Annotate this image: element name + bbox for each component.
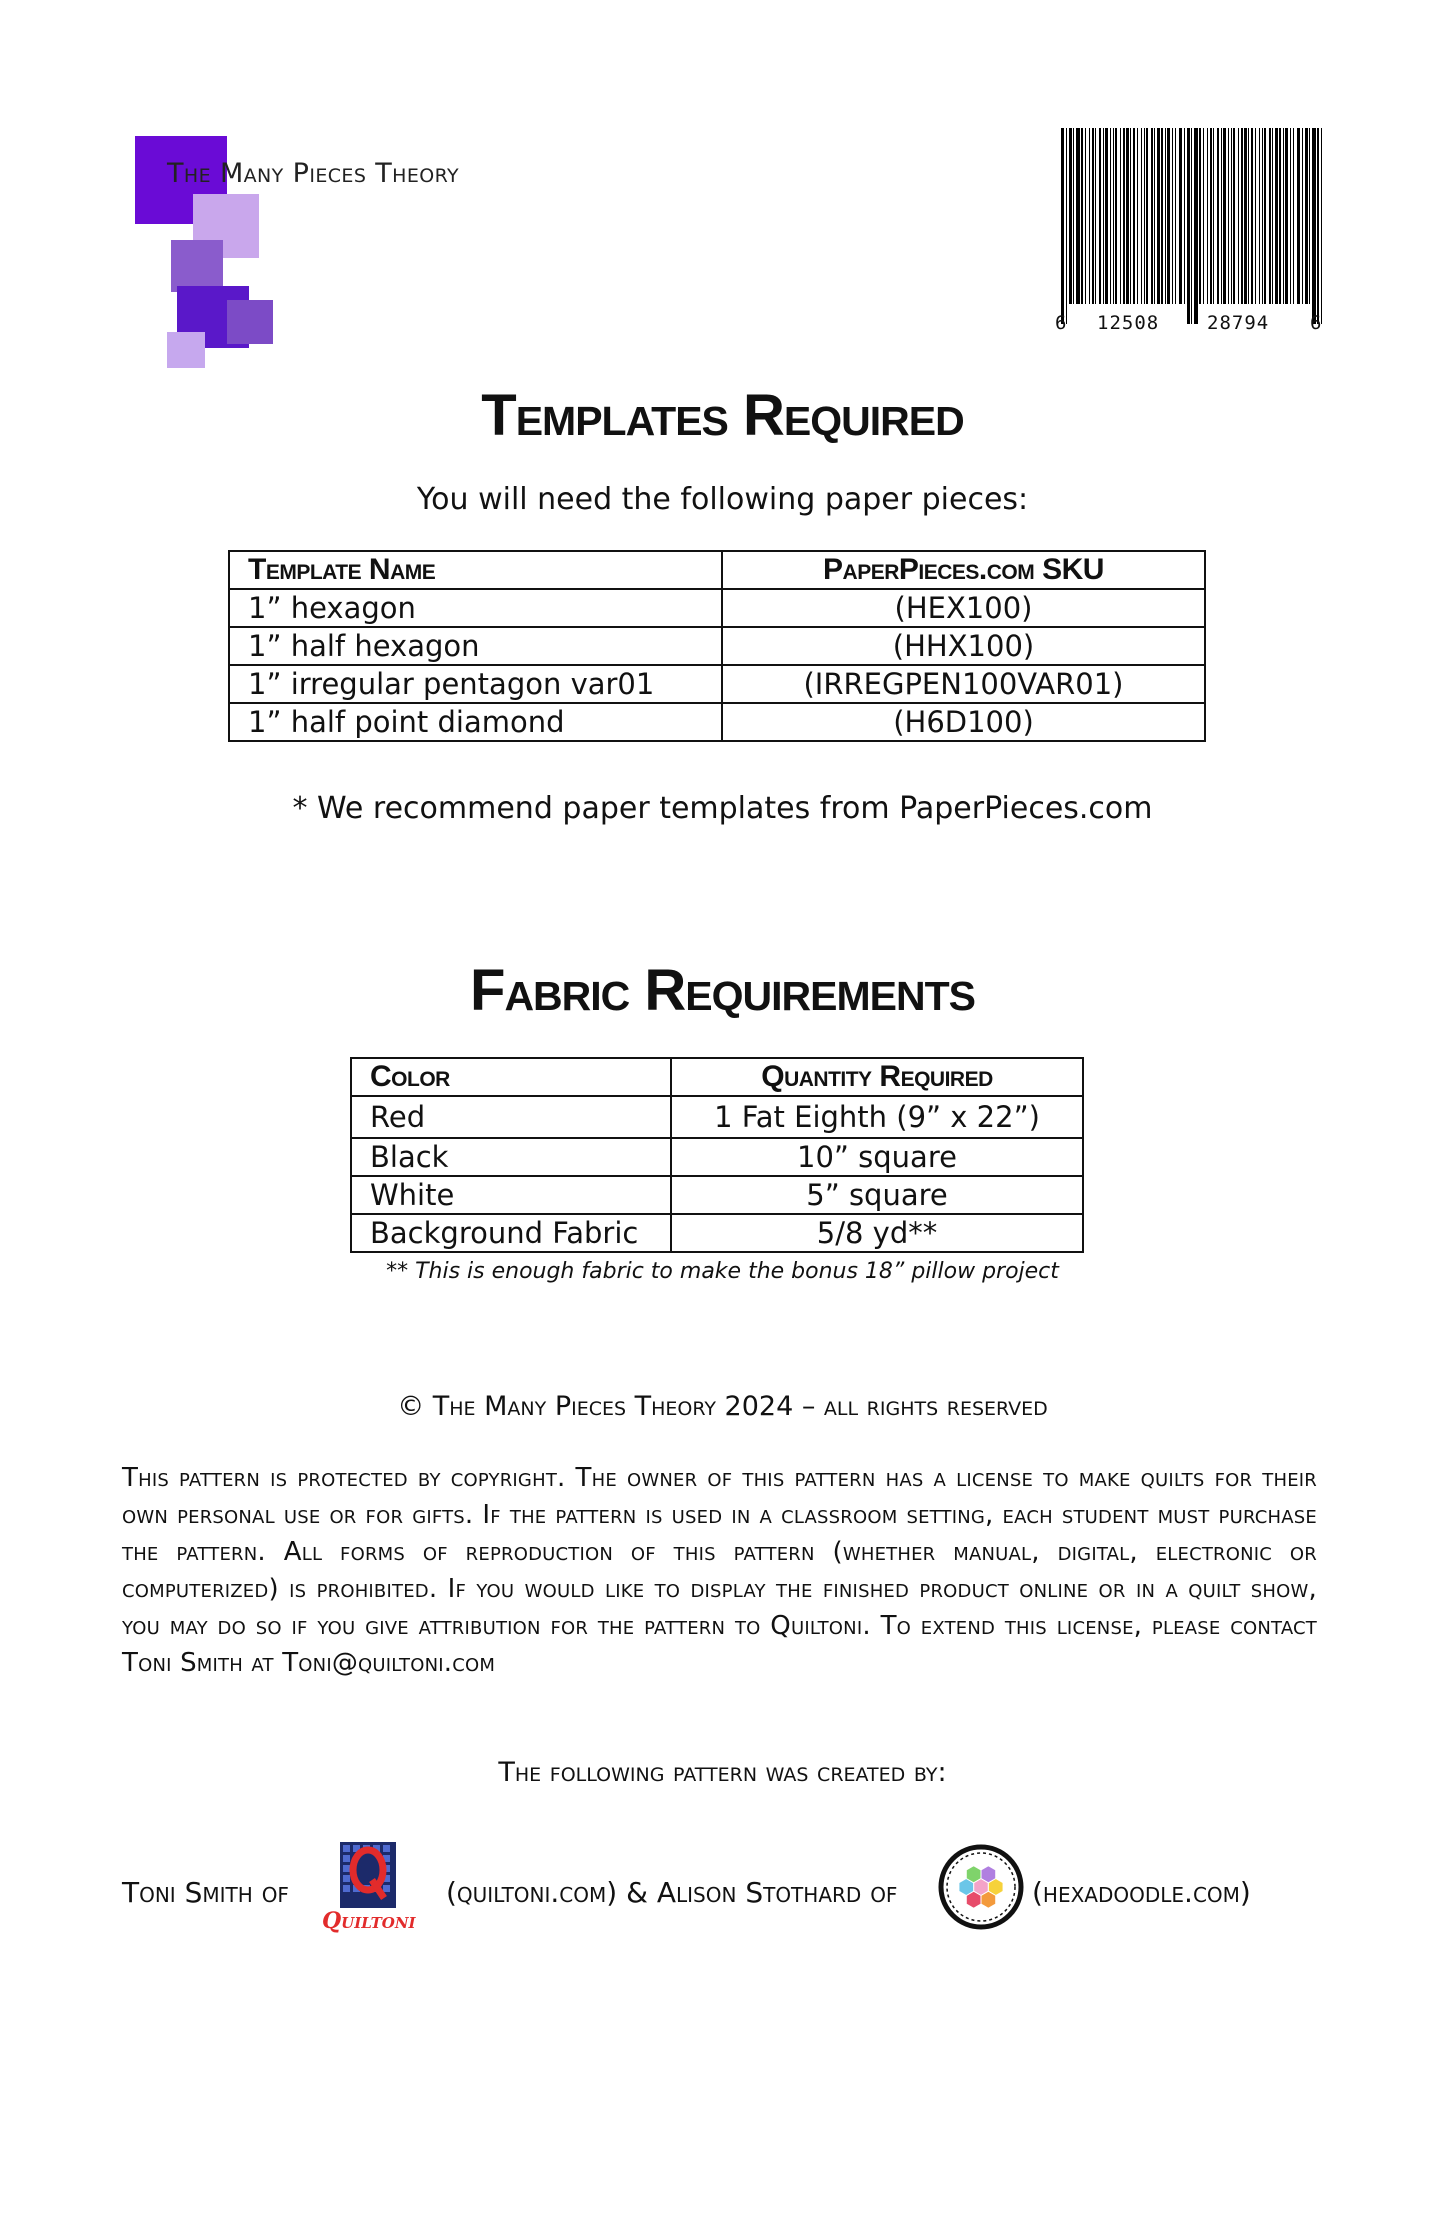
barcode-bar [1061,128,1064,324]
fabric-title: Fabric Requirements [470,958,975,1023]
barcode-bar [1309,128,1310,304]
barcode-bar [1137,128,1138,304]
barcode-bar [1259,128,1260,304]
barcode-bar [1085,128,1086,304]
table-row [229,627,1205,665]
barcode-bar [1199,128,1201,304]
barcode-bar [1241,128,1243,304]
fabric-quantity: 5” square [671,1176,1083,1214]
barcode-bar [1144,128,1145,304]
fabric-quantity: 10” square [671,1138,1083,1176]
template-sku: (HHX100) [722,627,1205,665]
barcode-bar [1217,128,1219,304]
table-row [351,1214,1083,1252]
barcode-bar [1213,128,1214,304]
quiltoni-logo [312,1836,422,1946]
table-row [351,1096,1083,1138]
template-sku: (H6D100) [722,703,1205,741]
templates-col-name: Template Name [229,551,722,589]
barcode-bar [1194,128,1198,324]
barcode-bar [1133,128,1135,304]
table-row [229,665,1205,703]
barcode-bar [1203,128,1204,304]
barcode-bar [1305,128,1308,304]
license-text: This pattern is protected by copyright. The owner of this pattern has a license to make quilts for their own personal use or for gifts. If the pattern is used in a classroom setting, each student must purchase the pattern. All forms of reproduction of this pattern (whether manual, digital, electronic or computerized) is prohibited. If you would like to display the finished product online or in a quilt show, you may do so if you give attribution for the pattern to Quiltoni. To extend this license, please contact Toni Smith at Toni@quiltoni.com [122,1463,1317,1678]
table-row [351,1138,1083,1176]
barcode-bar [1187,128,1190,324]
fabric-quantity: 5/8 yd** [671,1214,1083,1252]
hex-petal [981,1866,996,1883]
barcode-bar [1312,128,1316,324]
barcode-bar [1069,128,1072,304]
fabric-color: Black [351,1138,671,1176]
barcode [1055,128,1325,334]
barcode-bar [1175,128,1176,304]
barcode-bar [1081,128,1083,304]
credit-toni: Toni Smith of [122,1876,289,1909]
barcode-bar [1110,128,1111,304]
barcode-bar [1279,128,1281,304]
templates-title: Templates Required [481,383,964,448]
barcode-bar [1264,128,1266,304]
barcode-bar [1302,128,1303,304]
barcode-bar [1151,128,1153,304]
hex-petal [966,1866,981,1883]
barcode-bar [1207,128,1208,304]
logo-square-3 [171,240,223,292]
fabric-col-color: Color [351,1058,671,1096]
templates-note: * We recommend paper templates from PaperPieces.com [292,791,1153,826]
barcode-bar [1154,128,1155,304]
barcode-bar [1066,128,1067,324]
barcode-digit-group-1: 12508 [1097,312,1160,334]
barcode-bar [1172,128,1173,304]
hexadoodle-logo-graphic [938,1844,1024,1930]
barcode-bar [1283,128,1284,304]
barcode-bar [1290,128,1291,304]
barcode-bar [1269,128,1271,304]
templates-intro: You will need the following paper pieces: [416,482,1029,517]
barcode-bar [1141,128,1142,304]
barcode-bar [1123,128,1125,304]
barcode-digit-group-2: 28794 [1207,312,1270,334]
brand-logo [135,136,555,376]
barcode-bar [1244,128,1247,304]
barcode-bar [1285,128,1288,304]
barcode-bar [1221,128,1222,304]
barcode-bar [1076,128,1080,304]
fabric-color: Background Fabric [351,1214,671,1252]
copyright-line: © The Many Pieces Theory 2024 – all rights reserved [397,1391,1048,1422]
barcode-bar [1275,128,1278,304]
barcode-bar [1089,128,1090,304]
barcode-bar [1146,128,1148,304]
barcode-bar [1248,128,1249,304]
fabric-color: Red [351,1096,671,1138]
barcode-digit-right: 6 [1310,312,1323,334]
barcode-bar [1113,128,1114,304]
hex-petal [981,1891,996,1908]
fabric-col-quantity: Quantity Required [671,1058,1083,1096]
fabric-color: White [351,1176,671,1214]
barcode-bar [1126,128,1129,304]
barcode-bar [1317,128,1319,324]
fabric-quantity: 1 Fat Eighth (9” x 22”) [671,1096,1083,1138]
barcode-bar [1161,128,1163,304]
barcode-bar [1073,128,1074,304]
barcode-bar [1165,128,1166,304]
barcode-bar [1223,128,1226,304]
templates-header-row [229,551,1205,589]
barcode-bar [1115,128,1117,304]
credit-hexadoodle-url: (hexadoodle.com) [1032,1876,1251,1909]
barcode-bar [1210,128,1212,304]
barcode-bar [1251,128,1253,304]
barcode-bar [1238,128,1239,304]
barcode-bar [1255,128,1256,304]
barcode-bar [1233,128,1235,304]
table-row [351,1176,1083,1214]
fabric-table [350,1057,1084,1253]
barcode-bar [1262,128,1263,304]
barcode-bar [1167,128,1170,304]
barcode-bar [1293,128,1294,304]
barcode-bar [1095,128,1096,304]
credit-alison: (quiltoni.com) & Alison Stothard of [446,1876,898,1909]
template-name: 1” half point diamond [229,703,722,741]
barcode-bar [1179,128,1182,304]
hexadoodle-logo [938,1844,1024,1930]
barcode-bar [1321,128,1322,324]
barcode-bar [1099,128,1101,304]
barcode-bar [1105,128,1108,304]
template-name: 1” hexagon [229,589,722,627]
logo-square-5 [227,300,273,344]
barcode-bar [1231,128,1232,304]
barcode-bar [1130,128,1131,304]
table-row [229,589,1205,627]
barcode-bar [1297,128,1300,304]
barcode-bars [1055,128,1325,338]
barcode-bar [1157,128,1160,304]
barcode-bar [1092,128,1094,304]
templates-table [228,550,1206,742]
barcode-digit-left: 6 [1055,312,1068,334]
template-sku: (IRREGPEN100VAR01) [722,665,1205,703]
logo-text: The Many Pieces Theory [167,158,459,189]
table-row [229,703,1205,741]
template-name: 1” irregular pentagon var01 [229,665,722,703]
credits [122,1836,1322,1946]
logo-square-6 [167,332,205,368]
fabric-header-row [351,1058,1083,1096]
templates-col-sku: PaperPieces.com SKU [722,551,1205,589]
quiltoni-logo-text: Quiltoni [322,1908,416,1934]
barcode-bar [1272,128,1273,304]
template-name: 1” half hexagon [229,627,722,665]
barcode-bar [1191,128,1192,324]
barcode-bar [1228,128,1229,304]
barcode-bar [1120,128,1121,304]
template-sku: (HEX100) [722,589,1205,627]
fabric-note: ** This is enough fabric to make the bonus 18” pillow project [386,1259,1059,1284]
created-by-line: The following pattern was created by: [498,1757,947,1788]
barcode-bar [1103,128,1104,304]
barcode-bar [1184,128,1185,304]
